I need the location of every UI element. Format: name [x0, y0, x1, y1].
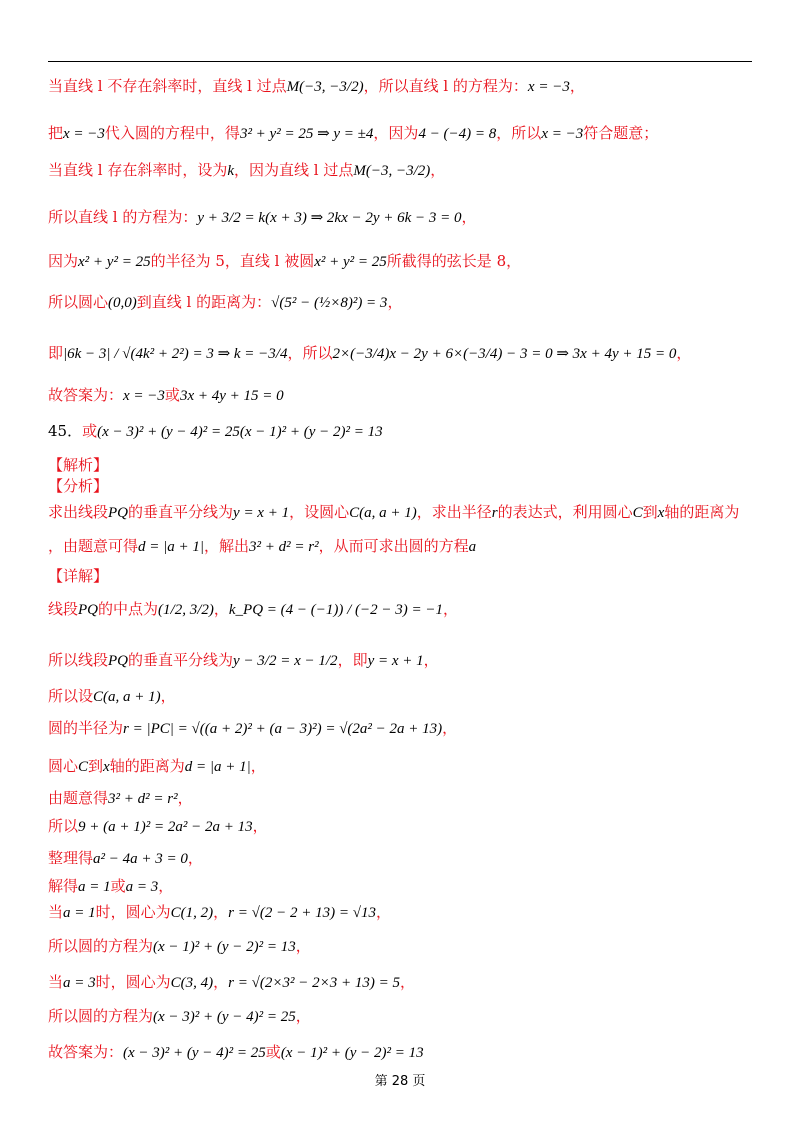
- text-fragment: ，: [213, 600, 229, 618]
- math-expression: M(−3, −3/2): [353, 163, 431, 179]
- math-expression: k: [227, 163, 235, 179]
- text-fragment: 所以圆的方程为: [48, 937, 154, 955]
- math-expression: y = x + 1: [233, 505, 290, 521]
- math-expression: x = −3: [541, 126, 584, 142]
- text-fragment: ，因为直线 l 过点: [234, 161, 354, 179]
- text-fragment: ，: [252, 817, 268, 835]
- text-line: [48, 756, 266, 777]
- math-expression: x² + y² = 25: [78, 254, 151, 270]
- text-fragment: 所以设: [48, 687, 94, 705]
- math-expression: C(1, 2): [170, 905, 214, 921]
- math-expression: 9 + (a + 1)² = 2a² − 2a + 13: [78, 819, 253, 835]
- text-fragment: 或: [164, 386, 180, 404]
- text-fragment: 所以直线 l 的方程为：: [48, 208, 198, 226]
- text-fragment: 由题意得: [48, 789, 109, 807]
- math-expression: 3x + 4y + 15 = 0: [179, 388, 284, 404]
- text-line: [48, 421, 383, 442]
- text-fragment: 当: [48, 973, 64, 991]
- text-fragment: 因为: [48, 252, 79, 270]
- text-fragment: 的中点为: [98, 600, 159, 618]
- text-fragment: 整理得: [48, 849, 94, 867]
- text-fragment: 圆心: [48, 757, 79, 775]
- text-fragment: ，: [187, 849, 203, 867]
- text-fragment: ，: [399, 973, 415, 991]
- math-expression: |6k − 3| / √(4k² + 2²) = 3 ⇒ k = −3/4: [63, 346, 288, 362]
- text-line: [48, 160, 445, 181]
- math-expression: a = 1: [78, 879, 111, 895]
- text-fragment: 或: [82, 422, 98, 440]
- math-expression: k_PQ = (4 − (−1)) / (−2 − 3) = −1: [228, 602, 444, 618]
- text-fragment: 或: [110, 877, 126, 895]
- text-fragment: ，: [213, 973, 229, 991]
- text-fragment: 所以: [48, 817, 79, 835]
- text-line: [48, 207, 477, 228]
- text-fragment: 的垂直平分线为: [128, 651, 234, 669]
- text-line: [48, 876, 173, 897]
- text-line: [48, 76, 585, 97]
- text-fragment: 故答案为：: [48, 1043, 124, 1061]
- text-fragment: 的表达式，利用圆心: [497, 503, 633, 521]
- text-line: [48, 848, 203, 869]
- text-line: [48, 1006, 311, 1027]
- text-fragment: ，: [430, 161, 446, 179]
- text-fragment: 【分析】: [48, 477, 109, 495]
- math-expression: x: [657, 505, 665, 521]
- text-line: [48, 816, 268, 837]
- math-expression: (x − 3)² + (y − 4)² = 25: [123, 1045, 266, 1061]
- text-fragment: 【详解】: [48, 567, 109, 585]
- text-line: [48, 502, 739, 523]
- text-line: [48, 902, 391, 923]
- text-fragment: 所以圆心: [48, 293, 109, 311]
- text-fragment: 的垂直平分线为: [128, 503, 234, 521]
- text-fragment: ，: [213, 903, 229, 921]
- text-fragment: ，: [387, 293, 403, 311]
- text-fragment: ，: [250, 757, 266, 775]
- text-fragment: ，: [461, 208, 477, 226]
- math-expression: r = √(2 − 2 + 13) = √13: [228, 905, 376, 921]
- text-fragment: ，设圆心: [289, 503, 350, 521]
- text-fragment: 当直线 l 存在斜率时，设为: [48, 161, 228, 179]
- math-expression: d = |a + 1|: [138, 539, 205, 555]
- text-line: [48, 650, 439, 671]
- text-fragment: 符合题意；: [583, 124, 659, 142]
- text-fragment: ，: [569, 77, 585, 95]
- math-expression: (x − 1)² + (y − 2)² = 13: [280, 1045, 424, 1061]
- math-expression: C: [78, 759, 89, 775]
- text-line: [48, 476, 108, 496]
- text-fragment: 轴的距离为: [109, 757, 185, 775]
- text-fragment: ，: [177, 789, 193, 807]
- text-line: [48, 788, 193, 809]
- text-line: [48, 455, 108, 475]
- text-line: [48, 718, 457, 739]
- text-fragment: 所截得的弦长是 8，: [386, 252, 522, 270]
- math-expression: y = x + 1: [367, 653, 424, 669]
- math-expression: (x − 3)² + (y − 4)² = 25: [97, 424, 240, 440]
- math-expression: √(5² − (½×8)²) = 3: [271, 295, 388, 311]
- text-fragment: 轴的距离为: [664, 503, 740, 521]
- math-expression: d = |a + 1|: [184, 759, 251, 775]
- text-fragment: 时，圆心为: [95, 903, 171, 921]
- math-expression: (1/2, 3/2): [158, 602, 214, 618]
- text-fragment: ，所以直线 l 的方程为：: [363, 77, 528, 95]
- math-expression: y − 3/2 = x − 1/2: [233, 653, 338, 669]
- text-line: [48, 566, 108, 586]
- text-fragment: 求出线段: [48, 503, 109, 521]
- text-line: [48, 599, 458, 620]
- math-expression: y + 3/2 = k(x + 3) ⇒ 2kx − 2y + 6k − 3 = 0: [197, 210, 462, 226]
- math-expression: PQ: [78, 602, 99, 618]
- text-fragment: ，: [423, 651, 439, 669]
- text-line: [48, 1042, 424, 1063]
- text-fragment: 圆的半径为: [48, 719, 124, 737]
- math-expression: x = −3: [63, 126, 105, 142]
- text-fragment: ，: [160, 687, 176, 705]
- text-fragment: ，解出: [204, 537, 250, 555]
- math-expression: C(a, a + 1): [93, 689, 161, 705]
- math-expression: 3² + y² = 25 ⇒ y = ±4: [239, 126, 374, 142]
- text-fragment: ，因为: [373, 124, 419, 142]
- math-expression: C(a, a + 1): [349, 505, 417, 521]
- text-line: [48, 292, 402, 313]
- math-expression: PQ: [108, 505, 129, 521]
- text-fragment: 把: [48, 124, 64, 142]
- header-rule: [48, 61, 752, 62]
- math-expression: (x − 1)² + (y − 2)² = 13: [153, 939, 296, 955]
- math-expression: 4 − (−4) = 8: [418, 126, 497, 142]
- math-expression: PQ: [108, 653, 129, 669]
- text-fragment: 到: [88, 757, 104, 775]
- math-expression: 3² + d² = r²: [249, 539, 319, 555]
- math-expression: r: [491, 505, 498, 521]
- text-fragment: 线段: [48, 600, 79, 618]
- text-line: [48, 251, 521, 272]
- math-expression: x: [103, 759, 110, 775]
- math-expression: M(−3, −3/2): [286, 79, 364, 95]
- text-fragment: 的半径为 5，直线 l 被圆: [150, 252, 315, 270]
- math-expression: r = |PC| = √((a + 2)² + (a − 3)²) = √(2a² − 2a + 13): [123, 721, 443, 737]
- text-line: [48, 385, 284, 406]
- text-line: [48, 936, 311, 957]
- math-expression: (x − 1)² + (y − 2)² = 13: [239, 424, 383, 440]
- math-expression: C: [632, 505, 643, 521]
- text-fragment: 当直线 l 不存在斜率时，直线 l 过点: [48, 77, 287, 95]
- text-fragment: ，: [295, 1007, 311, 1025]
- text-fragment: 到直线 l 的距离为：: [136, 293, 272, 311]
- text-fragment: ，所以: [287, 344, 333, 362]
- text-fragment: ，由题意可得: [48, 537, 139, 555]
- text-fragment: 解得: [48, 877, 79, 895]
- math-expression: a = 3: [125, 879, 159, 895]
- text-fragment: ，: [443, 600, 459, 618]
- math-expression: a = 1: [63, 905, 96, 921]
- text-line: [48, 536, 476, 557]
- text-fragment: ，: [158, 877, 174, 895]
- text-fragment: 45．: [48, 422, 83, 440]
- text-fragment: 故答案为：: [48, 386, 124, 404]
- math-expression: a² − 4a + 3 = 0: [93, 851, 188, 867]
- math-expression: r = √(2×3² − 2×3 + 13) = 5: [228, 975, 400, 991]
- text-line: [48, 972, 415, 993]
- text-fragment: 时，圆心为: [95, 973, 171, 991]
- math-expression: x = −3: [123, 388, 165, 404]
- page-footer: 第 28 页: [374, 1074, 426, 1089]
- math-expression: 2×(−3/4)x − 2y + 6×(−3/4) − 3 = 0 ⇒ 3x + 4y + 15 = 0: [332, 346, 677, 362]
- text-fragment: 所以线段: [48, 651, 109, 669]
- text-fragment: ，: [442, 719, 458, 737]
- math-expression: x² + y² = 25: [314, 254, 387, 270]
- text-line: [48, 123, 658, 144]
- text-fragment: 代入圆的方程中，得: [104, 124, 240, 142]
- text-fragment: 当: [48, 903, 64, 921]
- text-fragment: ，从而可求出圆的方程: [318, 537, 469, 555]
- text-fragment: ，即: [337, 651, 368, 669]
- math-expression: x = −3: [527, 79, 570, 95]
- text-line: [48, 686, 176, 707]
- math-expression: (x − 3)² + (y − 4)² = 25: [153, 1009, 296, 1025]
- math-expression: a = 3: [63, 975, 96, 991]
- math-expression: a: [468, 539, 477, 555]
- math-expression: (0,0): [108, 295, 137, 311]
- text-fragment: 【解析】: [48, 456, 109, 474]
- text-line: [48, 343, 691, 364]
- text-fragment: ，: [676, 344, 692, 362]
- text-fragment: ，: [295, 937, 311, 955]
- text-fragment: 或: [265, 1043, 281, 1061]
- math-expression: 3² + d² = r²: [108, 791, 178, 807]
- text-fragment: 即: [48, 344, 64, 362]
- math-expression: C(3, 4): [170, 975, 214, 991]
- text-fragment: ，所以: [496, 124, 542, 142]
- text-fragment: ，求出半径: [416, 503, 492, 521]
- text-fragment: 到: [642, 503, 658, 521]
- text-fragment: 所以圆的方程为: [48, 1007, 154, 1025]
- text-fragment: ，: [375, 903, 391, 921]
